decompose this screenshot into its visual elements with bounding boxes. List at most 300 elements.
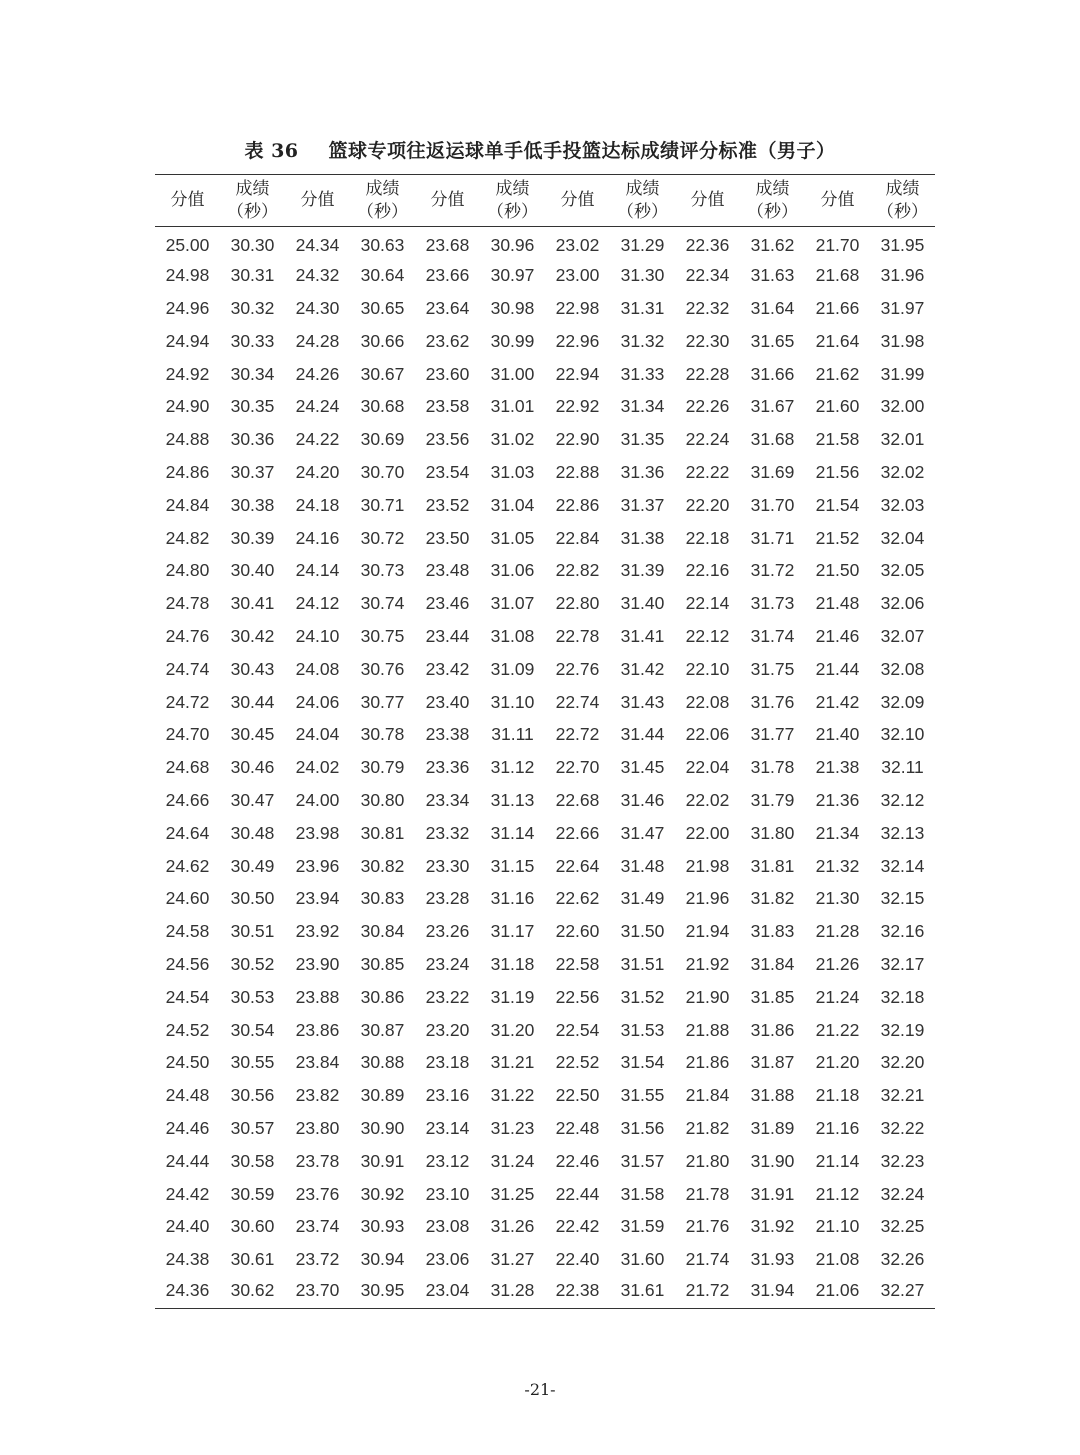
score-cell: 21.16 — [815, 1117, 860, 1138]
score-cell: 23.98 — [295, 822, 340, 843]
result-cell: 30.71 — [360, 494, 405, 515]
score-cell: 22.32 — [685, 297, 730, 318]
result-cell: 31.39 — [620, 560, 665, 581]
score-cell: 21.58 — [815, 429, 860, 450]
score-cell: 22.18 — [685, 527, 730, 548]
score-cell: 21.86 — [685, 1052, 730, 1073]
result-cell: 30.62 — [220, 1276, 285, 1309]
result-cell: 30.31 — [230, 265, 275, 286]
result-cell: 30.85 — [360, 953, 405, 974]
score-cell: 21.28 — [815, 921, 860, 942]
result-cell: 31.47 — [620, 822, 665, 843]
score-cell: 24.48 — [165, 1085, 210, 1106]
result-cell: 31.21 — [490, 1052, 535, 1073]
result-cell: 31.05 — [490, 527, 535, 548]
result-cell: 31.81 — [750, 855, 795, 876]
score-cell: 23.82 — [295, 1085, 340, 1106]
result-cell: 30.90 — [360, 1117, 405, 1138]
result-cell: 31.13 — [490, 789, 535, 810]
score-cell: 21.20 — [815, 1052, 860, 1073]
score-cell: 21.46 — [815, 625, 860, 646]
result-cell: 31.28 — [480, 1276, 545, 1309]
table-row — [155, 1079, 935, 1112]
score-cell: 23.60 — [425, 363, 470, 384]
score-cell: 23.58 — [425, 396, 470, 417]
score-cell: 23.42 — [425, 658, 470, 679]
score-cell: 22.24 — [685, 429, 730, 450]
column-header-score — [415, 175, 480, 227]
result-cell: 31.04 — [490, 494, 535, 515]
column-header-label: 分值 — [430, 190, 465, 210]
result-cell: 31.25 — [490, 1183, 535, 1204]
result-cell: 30.95 — [350, 1276, 415, 1309]
column-header-unit: （秒） — [357, 201, 408, 222]
score-cell: 24.74 — [165, 658, 210, 679]
score-cell: 22.54 — [555, 1019, 600, 1040]
result-cell: 30.35 — [230, 396, 275, 417]
score-cell: 22.30 — [685, 330, 730, 351]
result-cell: 31.92 — [750, 1216, 795, 1237]
score-cell: 23.18 — [425, 1052, 470, 1073]
result-cell: 32.06 — [880, 593, 925, 614]
result-cell: 30.47 — [230, 789, 275, 810]
score-cell: 22.74 — [555, 691, 600, 712]
score-cell: 22.06 — [685, 724, 730, 745]
score-cell: 21.90 — [685, 986, 730, 1007]
table-row — [155, 554, 935, 587]
score-cell: 21.76 — [685, 1216, 730, 1237]
result-cell: 30.91 — [360, 1150, 405, 1171]
table-title — [0, 136, 1080, 163]
table-row — [155, 522, 935, 555]
result-cell: 30.45 — [230, 724, 275, 745]
score-cell: 21.44 — [815, 658, 860, 679]
score-cell: 22.68 — [555, 789, 600, 810]
result-cell: 31.65 — [750, 330, 795, 351]
result-cell: 32.27 — [870, 1276, 935, 1309]
result-cell: 31.93 — [750, 1249, 795, 1270]
score-cell: 21.34 — [815, 822, 860, 843]
score-cell: 23.68 — [425, 234, 470, 255]
result-cell: 32.15 — [880, 888, 925, 909]
result-cell: 31.22 — [490, 1085, 535, 1106]
score-cell: 22.46 — [555, 1150, 600, 1171]
score-cell: 23.70 — [285, 1276, 350, 1309]
result-cell: 30.82 — [360, 855, 405, 876]
column-header-score — [285, 175, 350, 227]
result-cell: 31.76 — [750, 691, 795, 712]
result-cell: 30.55 — [230, 1052, 275, 1073]
score-cell: 24.68 — [165, 757, 210, 778]
table-row — [155, 653, 935, 686]
result-cell: 31.08 — [490, 625, 535, 646]
table-number: 表 36 — [244, 140, 299, 162]
score-cell: 24.82 — [165, 527, 210, 548]
score-cell: 23.62 — [425, 330, 470, 351]
result-cell: 32.04 — [880, 527, 925, 548]
score-cell: 21.24 — [815, 986, 860, 1007]
score-cell: 24.34 — [295, 234, 340, 255]
table-row — [155, 751, 935, 784]
result-cell: 30.81 — [360, 822, 405, 843]
score-cell: 21.96 — [685, 888, 730, 909]
score-cell: 21.94 — [685, 921, 730, 942]
result-cell: 32.02 — [880, 461, 925, 482]
result-cell: 32.09 — [880, 691, 925, 712]
score-cell: 22.60 — [555, 921, 600, 942]
score-cell: 23.44 — [425, 625, 470, 646]
result-cell: 30.46 — [230, 757, 275, 778]
score-cell: 23.02 — [555, 234, 600, 255]
score-cell: 24.10 — [295, 625, 340, 646]
score-cell: 24.50 — [165, 1052, 210, 1073]
table-row — [155, 718, 935, 751]
table-row — [155, 358, 935, 391]
result-cell: 30.53 — [230, 986, 275, 1007]
result-cell: 31.30 — [620, 265, 665, 286]
column-header-label: 成绩 — [885, 178, 920, 199]
result-cell: 31.33 — [620, 363, 665, 384]
score-cell: 21.82 — [685, 1117, 730, 1138]
result-cell: 31.79 — [750, 789, 795, 810]
score-cell: 21.36 — [815, 789, 860, 810]
result-cell: 31.78 — [750, 757, 795, 778]
table-row — [155, 325, 935, 358]
result-cell: 31.82 — [750, 888, 795, 909]
score-cell: 22.52 — [555, 1052, 600, 1073]
result-cell: 30.94 — [360, 1249, 405, 1270]
result-cell: 31.85 — [750, 986, 795, 1007]
score-cell: 23.94 — [295, 888, 340, 909]
score-cell: 24.32 — [295, 265, 340, 286]
result-cell: 31.49 — [620, 888, 665, 909]
column-header-label: 成绩 — [755, 178, 790, 199]
score-cell: 24.52 — [165, 1019, 210, 1040]
result-cell: 30.75 — [360, 625, 405, 646]
result-cell: 31.37 — [620, 494, 665, 515]
table-row — [155, 259, 935, 292]
result-cell: 31.89 — [750, 1117, 795, 1138]
table-row — [155, 390, 935, 423]
score-cell: 23.92 — [295, 921, 340, 942]
result-cell: 30.40 — [230, 560, 275, 581]
result-cell: 30.97 — [490, 265, 535, 286]
result-cell: 30.69 — [360, 429, 405, 450]
score-cell: 22.62 — [555, 888, 600, 909]
score-cell: 23.08 — [425, 1216, 470, 1237]
score-cell: 23.10 — [425, 1183, 470, 1204]
score-cell: 21.62 — [815, 363, 860, 384]
result-cell: 30.99 — [490, 330, 535, 351]
result-cell: 31.74 — [750, 625, 795, 646]
result-cell: 30.58 — [230, 1150, 275, 1171]
table-row — [155, 1014, 935, 1047]
table-header — [155, 175, 935, 227]
score-cell: 23.76 — [295, 1183, 340, 1204]
score-cell: 24.38 — [165, 1249, 210, 1270]
result-cell: 32.10 — [880, 724, 925, 745]
score-cell: 22.36 — [685, 234, 730, 255]
result-cell: 31.63 — [750, 265, 795, 286]
score-cell: 22.98 — [555, 297, 600, 318]
score-cell: 22.96 — [555, 330, 600, 351]
result-cell: 30.87 — [360, 1019, 405, 1040]
result-cell: 30.37 — [230, 461, 275, 482]
score-cell: 23.00 — [555, 265, 600, 286]
score-cell: 24.22 — [295, 429, 340, 450]
score-cell: 24.58 — [165, 921, 210, 942]
score-cell: 24.04 — [295, 724, 340, 745]
result-cell: 30.76 — [360, 658, 405, 679]
score-cell: 23.38 — [425, 724, 470, 745]
score-cell: 23.32 — [425, 822, 470, 843]
result-cell: 31.97 — [880, 297, 925, 318]
result-cell: 31.64 — [750, 297, 795, 318]
result-cell: 32.01 — [880, 429, 925, 450]
table-row — [155, 292, 935, 325]
score-cell: 23.74 — [295, 1216, 340, 1237]
table-row — [155, 981, 935, 1014]
score-cell: 22.90 — [555, 429, 600, 450]
score-cell: 21.18 — [815, 1085, 860, 1106]
score-cell: 21.68 — [815, 265, 860, 286]
result-cell: 31.29 — [620, 234, 665, 255]
result-cell: 31.55 — [620, 1085, 665, 1106]
result-cell: 30.84 — [360, 921, 405, 942]
page-number: -21- — [524, 1380, 556, 1399]
table-row — [155, 423, 935, 456]
score-cell: 22.56 — [555, 986, 600, 1007]
result-cell: 31.90 — [750, 1150, 795, 1171]
result-cell: 32.07 — [880, 625, 925, 646]
result-cell: 30.59 — [230, 1183, 275, 1204]
result-cell: 31.69 — [750, 461, 795, 482]
result-cell: 30.79 — [360, 757, 405, 778]
score-cell: 22.08 — [685, 691, 730, 712]
result-cell: 30.39 — [230, 527, 275, 548]
result-cell: 31.24 — [490, 1150, 535, 1171]
result-cell: 31.67 — [750, 396, 795, 417]
score-cell: 21.84 — [685, 1085, 730, 1106]
score-cell: 23.84 — [295, 1052, 340, 1073]
result-cell: 30.50 — [230, 888, 275, 909]
result-cell: 30.61 — [230, 1249, 275, 1270]
score-cell: 22.26 — [685, 396, 730, 417]
result-cell: 31.94 — [740, 1276, 805, 1309]
score-cell: 21.98 — [685, 855, 730, 876]
score-cell: 24.88 — [165, 429, 210, 450]
score-cell: 21.22 — [815, 1019, 860, 1040]
score-cell: 24.20 — [295, 461, 340, 482]
score-cell: 22.58 — [555, 953, 600, 974]
score-cell: 24.96 — [165, 297, 210, 318]
result-cell: 30.54 — [230, 1019, 275, 1040]
column-header-label: 成绩 — [625, 178, 660, 199]
score-cell: 23.26 — [425, 921, 470, 942]
column-header-label: 分值 — [690, 190, 725, 210]
score-cell: 23.40 — [425, 691, 470, 712]
result-cell: 30.89 — [360, 1085, 405, 1106]
result-cell: 31.10 — [490, 691, 535, 712]
result-cell: 31.87 — [750, 1052, 795, 1073]
result-cell: 31.75 — [750, 658, 795, 679]
score-cell: 23.30 — [425, 855, 470, 876]
table-row — [155, 227, 935, 260]
score-cell: 22.92 — [555, 396, 600, 417]
result-cell: 30.78 — [360, 724, 405, 745]
result-cell: 31.71 — [750, 527, 795, 548]
result-cell: 31.57 — [620, 1150, 665, 1171]
score-cell: 22.94 — [555, 363, 600, 384]
result-cell: 31.07 — [490, 593, 535, 614]
result-cell: 32.03 — [880, 494, 925, 515]
score-cell: 22.38 — [545, 1276, 610, 1309]
score-cell: 23.90 — [295, 953, 340, 974]
result-cell: 31.72 — [750, 560, 795, 581]
column-header-label: 分值 — [820, 190, 855, 210]
score-cell: 25.00 — [165, 234, 210, 255]
score-cell: 22.22 — [685, 461, 730, 482]
result-cell: 31.14 — [490, 822, 535, 843]
score-cell: 22.80 — [555, 593, 600, 614]
table-row — [155, 686, 935, 719]
result-cell: 31.00 — [490, 363, 535, 384]
result-cell: 30.34 — [230, 363, 275, 384]
result-cell: 30.67 — [360, 363, 405, 384]
score-cell: 23.88 — [295, 986, 340, 1007]
result-cell: 30.80 — [360, 789, 405, 810]
column-header-score — [805, 175, 870, 227]
result-cell: 30.88 — [360, 1052, 405, 1073]
result-cell: 31.59 — [620, 1216, 665, 1237]
score-cell: 22.86 — [555, 494, 600, 515]
result-cell: 30.92 — [360, 1183, 405, 1204]
column-header-score — [675, 175, 740, 227]
score-cell: 22.16 — [685, 560, 730, 581]
score-cell: 24.84 — [165, 494, 210, 515]
table-row — [155, 456, 935, 489]
score-cell: 24.86 — [165, 461, 210, 482]
column-header-unit: （秒） — [227, 201, 278, 222]
column-header-unit: （秒） — [487, 201, 538, 222]
result-cell: 31.42 — [620, 658, 665, 679]
result-cell: 31.51 — [620, 953, 665, 974]
score-cell: 23.36 — [425, 757, 470, 778]
result-cell: 31.50 — [620, 921, 665, 942]
score-cell: 24.16 — [295, 527, 340, 548]
result-cell: 30.56 — [230, 1085, 275, 1106]
score-cell: 22.72 — [555, 724, 600, 745]
table-row — [155, 948, 935, 981]
result-cell: 30.73 — [360, 560, 405, 581]
score-cell: 23.54 — [425, 461, 470, 482]
score-cell: 21.38 — [815, 757, 860, 778]
table-row — [155, 915, 935, 948]
score-cell: 21.08 — [815, 1249, 860, 1270]
column-header-result — [480, 175, 545, 227]
column-header-label: 成绩 — [495, 178, 530, 199]
result-cell: 30.86 — [360, 986, 405, 1007]
score-cell: 23.28 — [425, 888, 470, 909]
column-header-unit: （秒） — [747, 201, 798, 222]
score-cell: 21.56 — [815, 461, 860, 482]
score-cell: 21.26 — [815, 953, 860, 974]
result-cell: 32.21 — [880, 1085, 925, 1106]
score-cell: 22.64 — [555, 855, 600, 876]
column-header-score — [155, 175, 220, 227]
score-cell: 24.12 — [295, 593, 340, 614]
score-cell: 21.48 — [815, 593, 860, 614]
table-row — [155, 1046, 935, 1079]
table-row — [155, 850, 935, 883]
result-cell: 31.99 — [880, 363, 925, 384]
score-cell: 22.42 — [555, 1216, 600, 1237]
result-cell: 30.42 — [230, 625, 275, 646]
score-cell: 23.24 — [425, 953, 470, 974]
score-cell: 21.14 — [815, 1150, 860, 1171]
result-cell: 31.46 — [620, 789, 665, 810]
table-body — [155, 227, 935, 1309]
column-header-label: 成绩 — [365, 178, 400, 199]
table-row — [155, 1178, 935, 1211]
result-cell: 31.36 — [620, 461, 665, 482]
result-cell: 32.08 — [880, 658, 925, 679]
result-cell: 31.43 — [620, 691, 665, 712]
score-cell: 24.70 — [165, 724, 210, 745]
score-cell: 22.12 — [685, 625, 730, 646]
result-cell: 32.22 — [880, 1117, 925, 1138]
result-cell: 31.80 — [750, 822, 795, 843]
result-cell: 31.61 — [610, 1276, 675, 1309]
result-cell: 30.52 — [230, 953, 275, 974]
score-cell: 23.78 — [295, 1150, 340, 1171]
score-cell: 23.72 — [295, 1249, 340, 1270]
score-cell: 23.22 — [425, 986, 470, 1007]
result-cell: 30.68 — [360, 396, 405, 417]
result-cell: 31.17 — [490, 921, 535, 942]
score-cell: 23.86 — [295, 1019, 340, 1040]
result-cell: 30.48 — [230, 822, 275, 843]
score-cell: 22.44 — [555, 1183, 600, 1204]
result-cell: 30.43 — [230, 658, 275, 679]
score-cell: 21.12 — [815, 1183, 860, 1204]
table-row — [155, 1276, 935, 1309]
score-cell: 22.82 — [555, 560, 600, 581]
column-header-result — [870, 175, 935, 227]
score-cell: 24.78 — [165, 593, 210, 614]
column-header-result — [220, 175, 285, 227]
score-cell: 24.24 — [295, 396, 340, 417]
score-cell: 24.80 — [165, 560, 210, 581]
result-cell: 30.66 — [360, 330, 405, 351]
result-cell: 31.73 — [750, 593, 795, 614]
result-cell: 31.48 — [620, 855, 665, 876]
score-cell: 24.02 — [295, 757, 340, 778]
score-cell: 21.78 — [685, 1183, 730, 1204]
score-cell: 24.64 — [165, 822, 210, 843]
score-cell: 22.34 — [685, 265, 730, 286]
score-cell: 22.28 — [685, 363, 730, 384]
result-cell: 31.91 — [750, 1183, 795, 1204]
result-cell: 31.16 — [490, 888, 535, 909]
score-cell: 21.40 — [815, 724, 860, 745]
score-cell: 24.54 — [165, 986, 210, 1007]
score-cell: 24.00 — [295, 789, 340, 810]
result-cell: 31.38 — [620, 527, 665, 548]
result-cell: 30.41 — [230, 593, 275, 614]
result-cell: 31.95 — [880, 234, 925, 255]
result-cell: 30.32 — [230, 297, 275, 318]
